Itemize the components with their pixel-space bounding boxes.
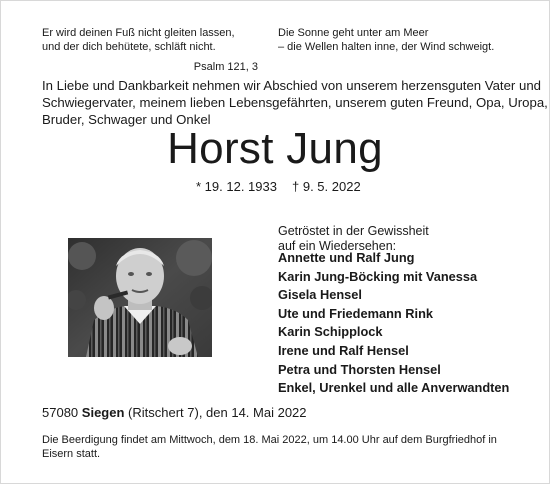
mourners-list [278,249,509,398]
mourner-item: Karin Schipplock [278,324,383,340]
mourner-item: Irene und Ralf Hensel [278,342,409,358]
birth-date: * 19. 12. 1933 [196,179,277,194]
address-city: Siegen [81,405,125,420]
address-postcode: 57080 [42,405,79,420]
address-street: (Ritschert 7), den 14. Mai 2022 [128,405,307,420]
funeral-info [42,433,522,461]
funeral-line2: Eisern statt. [42,448,101,460]
mourner-item: Annette und Ralf Jung [278,250,415,265]
mourner-item: Gisela Hensel [278,287,362,303]
deceased-name: Horst Jung [167,124,383,173]
intro-text [42,77,548,128]
verse-left-line1: Er wird deinen Fuß nicht gleiten lassen, [42,27,235,39]
mourner-item: Enkel, Urenkel und alle Anverwandten [278,380,510,396]
address-line [42,405,307,420]
verse-right-line1: Die Sonne geht unter am Meer [278,27,429,39]
verse-left-line2: und der dich behütete, schläft nicht. [42,41,216,53]
comfort-line1: Getröstet in der Gewissheit [278,224,429,238]
intro-line2: Schwiegervater, meinem lieben Lebensgefährten, unserem guten Freund, Opa, Uropa, [42,95,548,110]
portrait-photo [68,238,212,357]
mourner-item: Ute und Friedemann Rink [278,305,433,321]
comfort-line2: auf ein Wiedersehen: [278,239,397,253]
verse-left [42,26,262,74]
verse-source: Psalm 121, 3 [193,61,258,73]
mourner-item: Karin Jung-Böcking mit Vanessa [278,268,478,284]
funeral-line1: Die Beerdigung findet am Mittwoch, dem 18. Mai 2022, um 14.00 Uhr auf dem Burgfriedhof in [42,434,497,446]
mourner-item: Petra und Thorsten Hensel [278,361,441,377]
verse-right [278,26,518,54]
verse-right-line2: – die Wellen halten inne, der Wind schweigt. [278,41,495,53]
portrait-image [68,238,212,357]
intro-line1: In Liebe und Dankbarkeit nehmen wir Abschied von unserem herzensguten Vater und [42,78,541,93]
intro-line3: Bruder, Schwager und Onkel [42,112,211,127]
death-date: † 9. 5. 2022 [292,179,361,194]
